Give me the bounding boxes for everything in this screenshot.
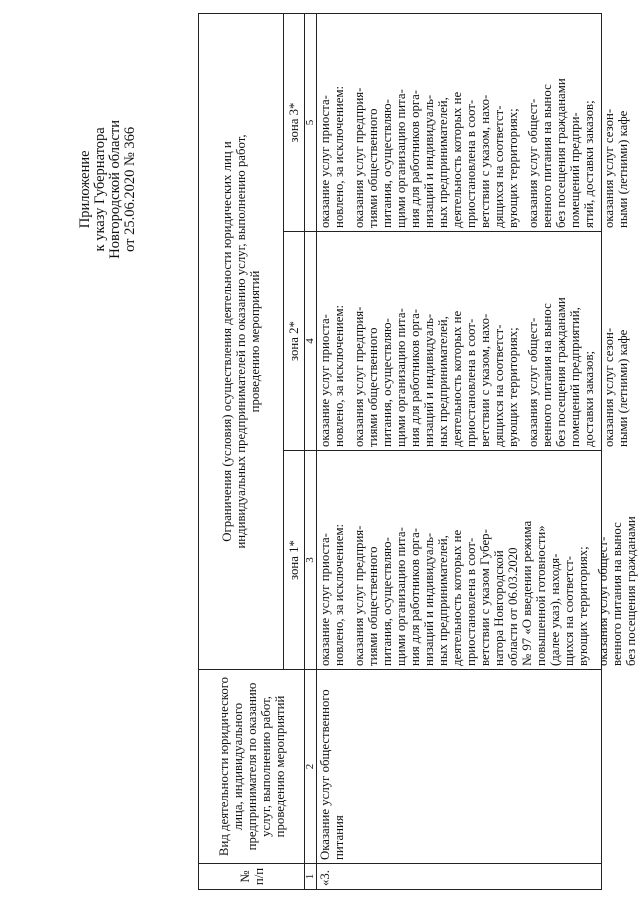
header-restrictions: Ограничения (условия) осуществления деятельности юридических лиц и индивидуальных предпринимателей по оказанию услуг, выполнению работ, проведению мероприятий — [199, 13, 284, 669]
zone-1-paragraph: оказания услуг предприя- тиями общественного питания, осуществляю- щими организацию пита- ния для работников орга- низаций и индивидуаль- ных предпринимателей, деятельность которых не приостановлена в соот- ветствии с указом Губер- натора Новгородской области от 06.03.2020 № 97 «О введении режима повышенной готовности» (далее указ), находя- щихся на соответст- вующих территориях; — [352, 520, 590, 666]
header-zone-3: зона 3* — [284, 13, 305, 231]
zone-3-paragraph: оказание услуг приоста- новлено, за исключением: — [318, 85, 346, 228]
zone-3-paragraph: оказания услуг общест- венного питания на вынос без посещения гражданами помещений предпри- ятий, доставки заказов; — [526, 78, 596, 228]
header-number: № п/п — [199, 864, 305, 890]
column-number-row — [305, 13, 317, 889]
restrictions-table — [198, 13, 638, 890]
zone-2-paragraph: оказания услуг общест- венного питания на вынос без посещения гражданами помещений предприятий, доставки заказов; — [526, 297, 596, 447]
header-zone-2: зона 2* — [284, 232, 305, 451]
table-header-row — [199, 13, 284, 889]
header-zone-1: зона 1* — [284, 451, 305, 670]
column-number: 1 — [305, 864, 317, 890]
zone-1-paragraph: оказания услуг общест- венного питания на вынос без посещения гражданами — [596, 516, 638, 666]
appendix-header — [78, 120, 138, 259]
zone-3-paragraph: оказания услуг предприя- тиями общественного питания, осуществляю- щими организацию пита- ния для работников орга- низаций и индивидуаль- ных предпринимателей, деятельность которых не приостановлена в соот- ветствии с указом, нахо- дящихся на соответст- вующих территориях; — [352, 87, 520, 228]
activity-text: Оказание услуг общественного питания — [318, 689, 346, 860]
appendix-line-3: от 25.06.2020 № 366 — [122, 126, 138, 252]
header-activity: Вид деятельности юридического лица, индивидуального предпринимателя по оказанию услуг, выполнению работ, проведению мероприятий — [199, 670, 305, 864]
column-number: 3 — [305, 451, 317, 670]
column-number: 2 — [305, 670, 317, 864]
zone-3-paragraph: оказания услуг сезон- ными (летними) кафе — [602, 108, 630, 228]
appendix-line-2: Новгородской области — [107, 120, 123, 259]
table-row — [317, 13, 602, 889]
row-zone-3 — [317, 13, 630, 231]
zone-2-paragraph: оказание услуг приоста- новлено, за исключением: — [318, 304, 346, 447]
zone-1-paragraph: оказание услуг приоста- новлено, за исключением: — [318, 523, 346, 666]
appendix-line-1: к указу Губернатора — [92, 127, 108, 252]
appendix-title: Приложение — [77, 150, 93, 229]
column-number: 5 — [305, 13, 317, 231]
row-number: «3. — [317, 864, 602, 890]
column-number: 4 — [305, 232, 317, 451]
row-zone-2 — [317, 232, 630, 451]
zone-2-paragraph: оказания услуг предприя- тиями общественного питания, осуществляю- щими организацию пита- ния для работников орга- низаций и индивидуаль- ных предпринимателей, деятельность которых не приостановлена в соот- ветствии с указом, нахо- дящихся на соответст- вующих территориях; — [352, 306, 520, 447]
row-activity — [317, 670, 602, 864]
zone-2-paragraph: оказания услуг сезон- ными (летними) кафе — [602, 327, 630, 447]
row-zone-1 — [317, 451, 638, 670]
